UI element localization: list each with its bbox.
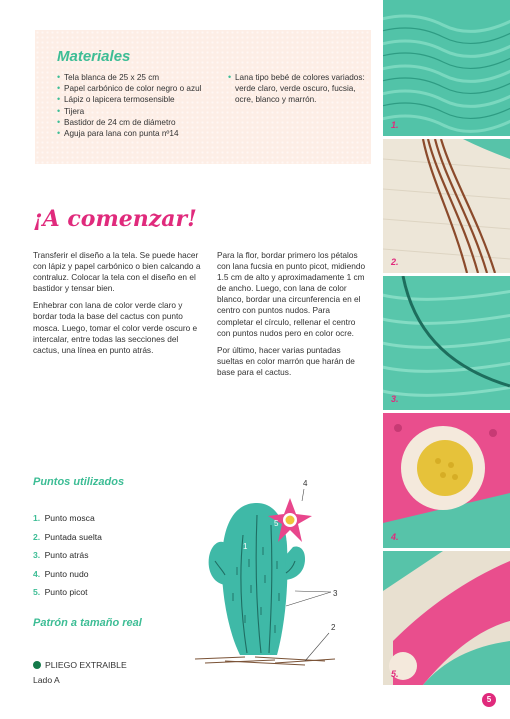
- instruction-paragraph: Para la flor, bordar primero los pétalos con lana fucsia en punto picot, midiendo 1.5 cm de alto y aproximadamente 1 cm de ancho. Luego, con lana de color blanco, bordar una circunferencia en el centro con puntos nudos. Para completar el círculo, rellenar el centro con puntos nudos pero en color ocre.: [217, 250, 366, 338]
- materials-item: • Bastidor de 24 cm de diámetro: [57, 117, 217, 128]
- stitch-item: [33, 550, 102, 569]
- cactus-pattern-diagram: [185, 475, 365, 670]
- materials-item: • Papel carbónico de color negro o azul: [57, 83, 217, 94]
- stitch-number: 5.: [33, 587, 41, 597]
- photo-label: 5.: [391, 669, 399, 679]
- materials-title: Materiales: [57, 48, 131, 65]
- page-number: 5: [482, 693, 496, 707]
- section-title: ¡A comenzar!: [33, 206, 197, 232]
- stitch-number: 2.: [33, 531, 41, 542]
- pliego-label: [33, 660, 127, 670]
- stitch-number: 4.: [33, 568, 41, 579]
- stitch-label: Punto nudo: [44, 568, 89, 579]
- pliego-text: PLIEGO EXTRAIBLE: [45, 660, 127, 670]
- ground-stitches: [195, 657, 335, 665]
- instruction-paragraph: Enhebrar con lana de color verde claro y bordar toda la base del cactus con punto mosca. Luego, tomar el color verde oscuro e intercalar, entre todas las secciones del cactus, una línea en punto atrás.: [33, 300, 198, 355]
- materials-list-right: [228, 72, 368, 106]
- photo-step-3: [383, 276, 510, 410]
- diagram-label: 5: [298, 492, 303, 501]
- materials-item: • Tijera: [57, 106, 217, 117]
- diagram-label: 5: [274, 519, 279, 528]
- stitches-title: Puntos utilizados: [33, 476, 125, 488]
- instructions-column-right: [217, 250, 367, 384]
- photo-label: 3.: [391, 394, 399, 404]
- stitch-label: Puntada suelta: [44, 531, 102, 542]
- stitch-item: [33, 532, 102, 551]
- stitch-label: Punto atrás: [44, 550, 89, 560]
- materials-item: • Lana tipo bebé de colores variados: verde claro, verde oscuro, fucsia, ocre, blanco y marrón.: [228, 72, 368, 106]
- materials-box: [35, 30, 371, 164]
- stitch-label: Punto picot: [44, 587, 88, 597]
- diagram-label: 5: [278, 493, 283, 502]
- stitch-item: [33, 587, 102, 606]
- bullet-dot-icon: [33, 661, 41, 669]
- materials-item: • Aguja para lana con punta nº14: [57, 128, 217, 139]
- stitch-number: 3.: [33, 550, 41, 560]
- instruction-paragraph: Transferir el diseño a la tela. Se puede hacer con lápiz y papel carbónico o bien calcando a contraluz. Colocar la tela con el diseño en el bastidor y tensar bien.: [33, 250, 201, 294]
- materials-item: • Lápiz o lapicera termosensible: [57, 94, 217, 105]
- materials-list-left: [57, 72, 217, 139]
- stitch-label: Punto mosca: [44, 513, 95, 523]
- stitches-list: [33, 513, 102, 606]
- stitch-item: [33, 569, 102, 588]
- diagram-label: 3: [333, 589, 338, 598]
- instruction-paragraph: Por último, hacer varias puntadas sueltas en color marrón que harán de base para el cactus.: [217, 344, 355, 377]
- photo-step-2: [383, 139, 510, 273]
- photo-step-5: [383, 551, 510, 685]
- instructions-column-left: [33, 250, 205, 362]
- cactus-right-arm: [285, 547, 305, 581]
- diagram-label: 5: [286, 534, 291, 543]
- diagram-label: 2: [331, 623, 336, 632]
- stitch-item: [33, 513, 102, 532]
- embroidery-photo-green-backstitch-icon: [383, 276, 510, 410]
- embroidery-photo-pink-petal-icon: [383, 551, 510, 685]
- photo-label: 2.: [391, 257, 399, 267]
- photo-step-4: [383, 413, 510, 548]
- embroidery-photo-green-stitches-icon: [383, 0, 510, 136]
- stitch-number: 1.: [33, 513, 41, 523]
- materials-item: • Tela blanca de 25 x 25 cm: [57, 72, 217, 83]
- embroidery-photo-flower-knots-icon: [383, 413, 510, 548]
- photo-label: 1.: [391, 120, 399, 130]
- photo-label: 4.: [391, 532, 399, 542]
- side-label: Lado A: [33, 675, 60, 685]
- diagram-label: 4: [303, 479, 308, 488]
- pattern-title: Patrón a tamaño real: [33, 617, 142, 629]
- embroidery-photo-brown-threads-icon: [383, 139, 510, 273]
- diagram-label: 1: [243, 542, 248, 551]
- photo-step-1: [383, 0, 510, 136]
